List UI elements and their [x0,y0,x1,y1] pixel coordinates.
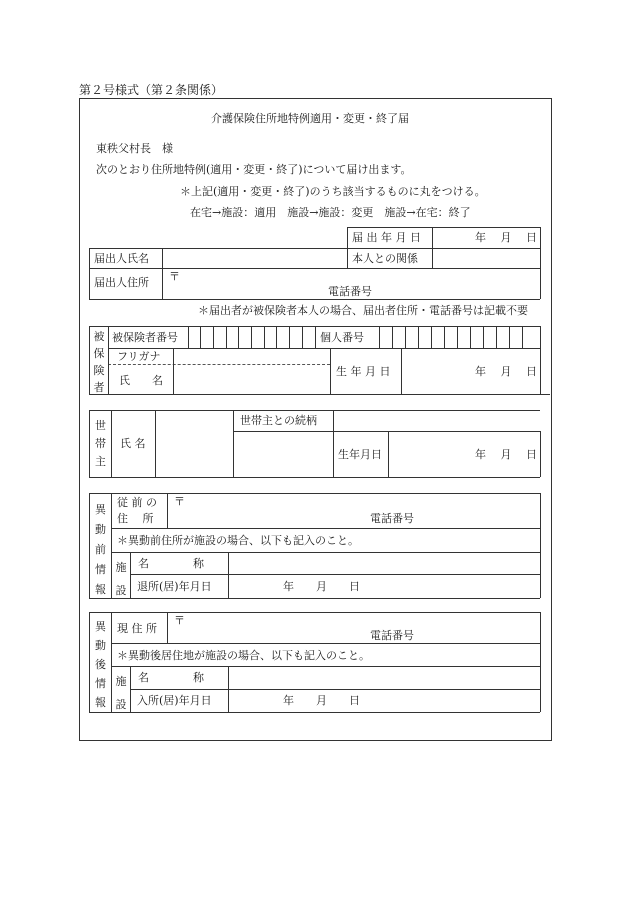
before-phone-label: 電話番号 [370,512,414,525]
householder-relation-label: 世帯主との続柄 [240,414,317,427]
before-facility-name-input[interactable] [229,553,539,573]
after-address-input[interactable] [168,613,539,642]
notifier-name-label: 届出人氏名 [94,252,149,265]
after-move-section-label: 異動後情報 [95,620,106,709]
after-admission-date-label: 入所(居)年月日 [137,694,212,707]
addressee: 東秩父村長 様 [96,142,173,155]
after-postal-mark: 〒 [174,614,185,627]
notifier-date-label: 届 出 年 月 日 [352,231,421,244]
before-facility-note: ＊異動前住所が施設の場合、以下も記入のこと。 [117,534,359,547]
insured-name-input[interactable] [174,366,329,393]
householder-relation-input[interactable] [234,432,332,476]
form-title: 介護保険住所地特例適用・変更・終了届 [211,112,409,125]
furigana-input[interactable] [174,349,329,363]
before-address-input[interactable] [168,494,539,527]
after-admission-date-value: 年 月 日 [283,694,360,707]
insured-name-label: 氏 名 [119,374,163,387]
after-phone-label: 電話番号 [370,629,414,642]
notifier-date-value: 年 月 日 [475,231,537,244]
after-address-label: 現 住 所 [117,622,157,635]
notifier-relation-input[interactable] [433,249,539,267]
notifier-postal-mark: 〒 [169,270,180,283]
insured-birth-label: 生 年 月 日 [336,365,391,378]
insured-number-input[interactable] [189,327,314,347]
before-address-label-1: 従 前 の [117,496,157,509]
householder-section-label: 世帯主 [95,419,106,468]
mynumber-label: 個人番号 [320,331,364,344]
before-postal-mark: 〒 [174,495,185,508]
declaration-text: 次のとおり住所地特例(適用・変更・終了)について届け出ます。 [96,163,412,176]
after-facility-name-input[interactable] [229,667,539,688]
notifier-address-label: 届出人住所 [94,276,149,289]
before-discharge-date-label: 退所(居)年月日 [137,580,212,593]
householder-name-input[interactable] [156,411,232,476]
case-definitions: 在宅→施設：適用 施設→施設：変更 施設→在宅：終了 [190,206,471,219]
householder-birth-value: 年 月 日 [475,448,537,461]
notifier-phone-label: 電話番号 [328,285,372,298]
after-facility-label: 施設 [115,675,127,711]
householder-birth-label: 生年月日 [338,448,382,461]
circle-instruction: ＊上記(適用・変更・終了)のうち該当するものに丸をつける。 [180,185,486,198]
mynumber-input[interactable] [380,327,539,347]
after-facility-note: ＊異動後居住地が施設の場合、以下も記入のこと。 [117,649,370,662]
notifier-name-input[interactable] [163,249,346,267]
insured-birth-value: 年 月 日 [475,365,537,378]
form-number-label: 第２号様式（第２条関係） [79,83,224,97]
before-discharge-date-value: 年 月 日 [283,580,360,593]
notifier-relation-label: 本人との関係 [352,252,418,265]
insured-section-label: 被保険者 [93,330,105,394]
before-facility-name-label: 名 称 [138,557,204,570]
householder-name-label: 氏 名 [120,437,146,450]
furigana-label: フリガナ [117,350,161,363]
before-facility-label: 施設 [115,561,127,597]
before-address-label-2: 住 所 [117,512,154,525]
after-facility-name-label: 名 称 [138,671,204,684]
omit-instruction: ＊届出者が被保険者本人の場合、届出者住所・電話番号は記載不要 [198,304,528,317]
insured-number-label: 被保険者番号 [112,331,178,344]
before-move-section-label: 異動前情報 [95,503,106,596]
